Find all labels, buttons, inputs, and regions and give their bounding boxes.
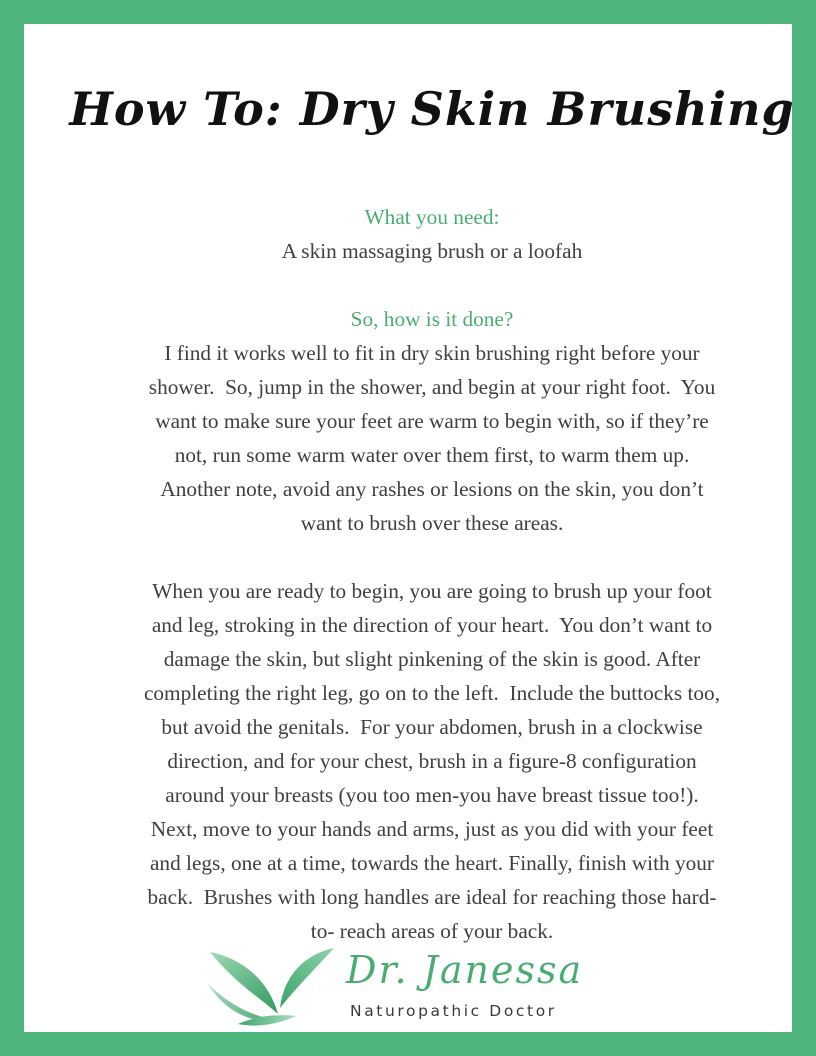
logo-subtitle: Naturopathic Doctor (350, 1002, 557, 1020)
paragraph-line: When you are ready to begin, you are going to brush up your foot (152, 579, 712, 603)
page-title: How To: Dry Skin Brushing (69, 82, 795, 136)
article-body (84, 200, 780, 948)
paragraph-line: damage the skin, but slight pinkening of the skin is good. After (163, 647, 701, 671)
paragraph-line: completing the right leg, go on to the left. Include the buttocks too, (143, 681, 721, 705)
paragraph-line: want to make sure your feet are warm to begin with, so if they’re (155, 409, 709, 433)
paragraph-line: want to brush over these areas. (300, 511, 564, 535)
logo-name: Dr. Janessa (346, 948, 584, 992)
brand-logo (206, 944, 606, 1030)
paragraph-line: I find it works well to fit in dry skin brushing right before your (164, 341, 700, 365)
paragraph-line: to- reach areas of your back. (310, 919, 554, 943)
what-you-need-heading: What you need: (364, 205, 500, 229)
paragraph-line: Another note, avoid any rashes or lesions on the skin, you don’t (160, 477, 704, 501)
paragraph-2 (84, 574, 780, 948)
paragraph-line: and leg, stroking in the direction of your heart. You don’t want to (151, 613, 713, 637)
paragraph-line: back. Brushes with long handles are ideal for reaching those hard- (147, 885, 717, 909)
what-you-need-text: A skin massaging brush or a loofah (281, 239, 583, 263)
paragraph-line: but avoid the genitals. For your abdomen, brush in a clockwise (161, 715, 703, 739)
paragraph-line: around your breasts (you too men-you have breast tissue too!). (165, 783, 699, 807)
paragraph-line: direction, and for your chest, brush in a figure-8 configuration (167, 749, 697, 773)
paragraph-line: shower. So, jump in the shower, and begin at your right foot. You (148, 375, 716, 399)
spacer (84, 540, 780, 574)
paragraph-line: not, run some warm water over them first, to warm them up. (174, 443, 690, 467)
paragraph-line: Next, move to your hands and arms, just as you did with your feet (150, 817, 714, 841)
paragraph-1 (84, 336, 780, 540)
how-is-it-done-heading: So, how is it done? (350, 307, 514, 331)
green-leaf-swoosh-icon (206, 944, 338, 1030)
paragraph-line: and legs, one at a time, towards the heart. Finally, finish with your (149, 851, 715, 875)
spacer (84, 268, 780, 302)
